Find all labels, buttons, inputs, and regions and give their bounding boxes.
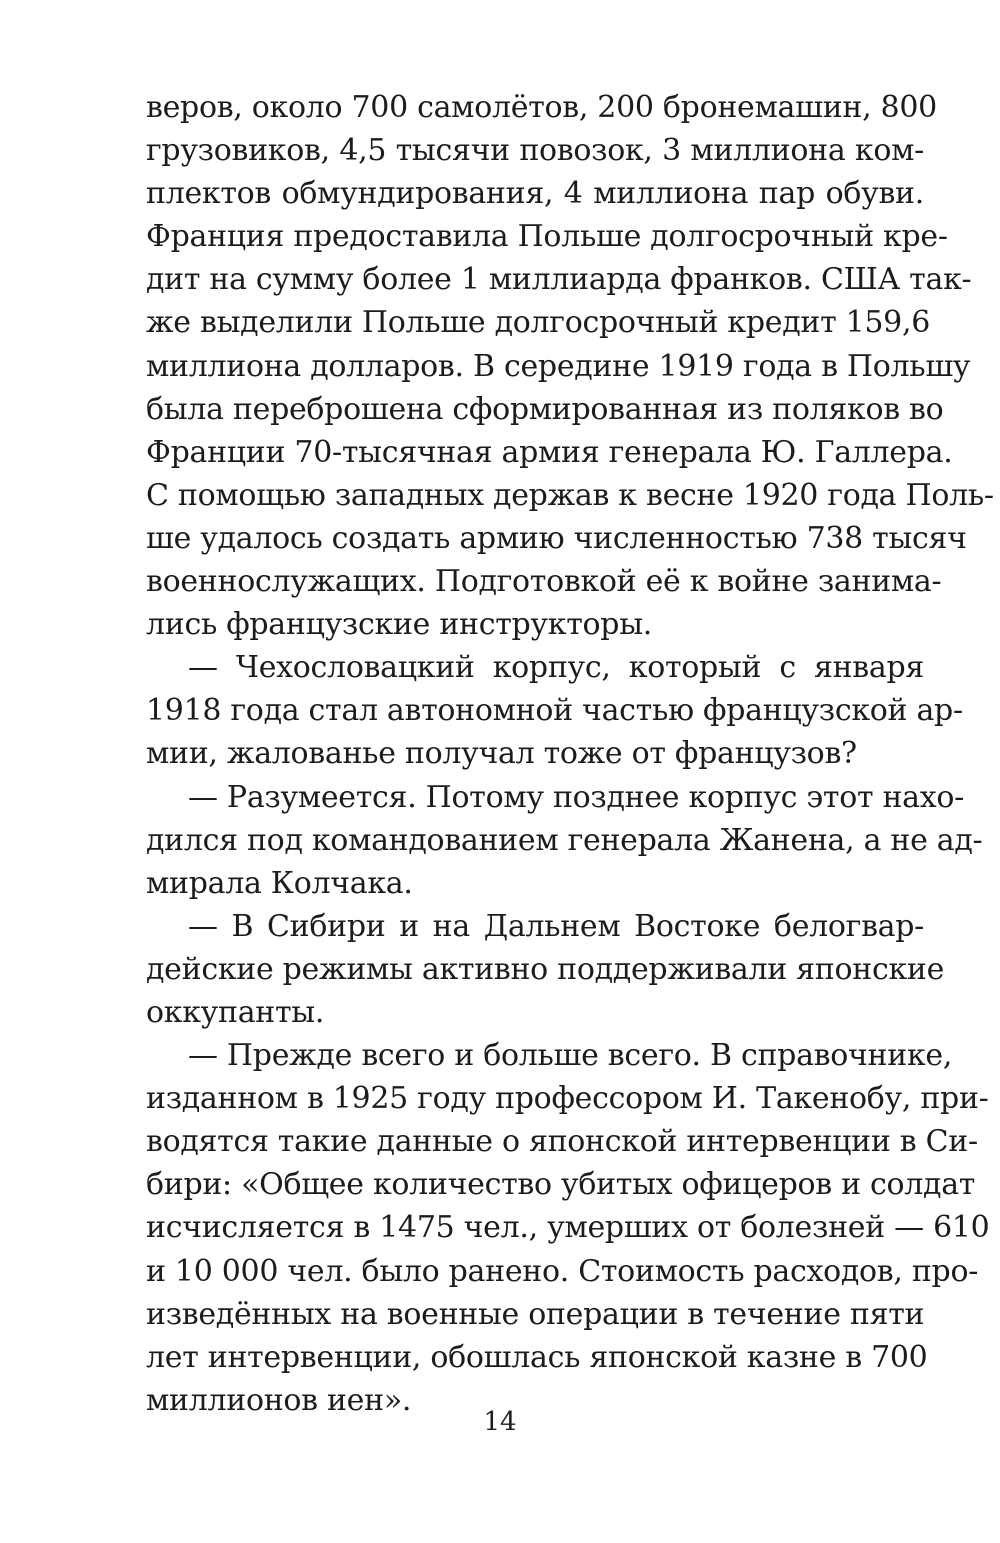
text-line: дит на сумму более 1 миллиарда франков. США так-	[146, 262, 972, 298]
text-line: была переброшена сформированная из поляков во	[146, 391, 944, 427]
text-line: бири: «Общее количество убитых офицеров и солдат	[146, 1167, 976, 1203]
dialogue-line: — Чехословацкий корпус, который с января	[188, 650, 924, 686]
text-line: 1918 года стал автономной частью французской ар-	[146, 693, 963, 729]
dialogue-line: — В Сибири и на Дальнем Востоке белогвар-	[188, 908, 924, 944]
text-line: С помощью западных держав к весне 1920 года Поль-	[146, 477, 994, 513]
body-text	[146, 86, 994, 1422]
text-line: лет интервенции, обошлась японской казне в 700	[146, 1339, 928, 1375]
text-line: мии, жалованье получал тоже от французов?	[146, 736, 857, 772]
text-line: миллиона долларов. В середине 1919 года в Польшу	[146, 348, 971, 384]
text-line: Франция предоставила Польше долгосрочный кре-	[146, 219, 948, 255]
text-line: мирала Колчака.	[146, 865, 413, 901]
text-line: исчисляется в 1475 чел., умерших от болезней — 610	[146, 1210, 990, 1246]
text-line: миллионов иен».	[146, 1382, 412, 1418]
text-line: изведённых на военные операции в течение пяти	[146, 1296, 925, 1332]
page-number: 14	[483, 1407, 517, 1437]
text-line: оккупанты.	[146, 994, 325, 1030]
text-line: водятся такие данные о японской интервенции в Си-	[146, 1124, 978, 1160]
text-line: изданном в 1925 году профессором И. Такенобу, при-	[146, 1081, 989, 1117]
text-line: дился под командованием генерала Жанена, а не ад-	[146, 822, 983, 858]
text-line: лись французские инструкторы.	[146, 607, 653, 643]
text-line: веров, около 700 самолётов, 200 бронемашин, 800	[146, 90, 937, 125]
dialogue-line: — Прежде всего и больше всего. В справочнике,	[188, 1038, 953, 1074]
text-line: плектов обмундирования, 4 миллиона пар обуви.	[146, 176, 924, 212]
text-line: Франции 70-тысячная армия генерала Ю. Галлера.	[146, 434, 953, 470]
text-line: же выделили Польше долгосрочный кредит 159,6	[146, 305, 930, 341]
text-line: военнослужащих. Подготовкой её к войне занима-	[146, 564, 942, 600]
dialogue-line: — Разумеется. Потому позднее корпус этот нахо-	[188, 779, 964, 815]
text-line: ше удалось создать армию численностью 738 тысяч	[146, 520, 967, 556]
text-line: грузовиков, 4,5 тысячи повозок, 3 миллиона ком-	[146, 133, 924, 169]
text-line: дейские режимы активно поддерживали японские	[146, 951, 945, 987]
text-line: и 10 000 чел. было ранено. Стоимость расходов, про-	[146, 1253, 979, 1289]
